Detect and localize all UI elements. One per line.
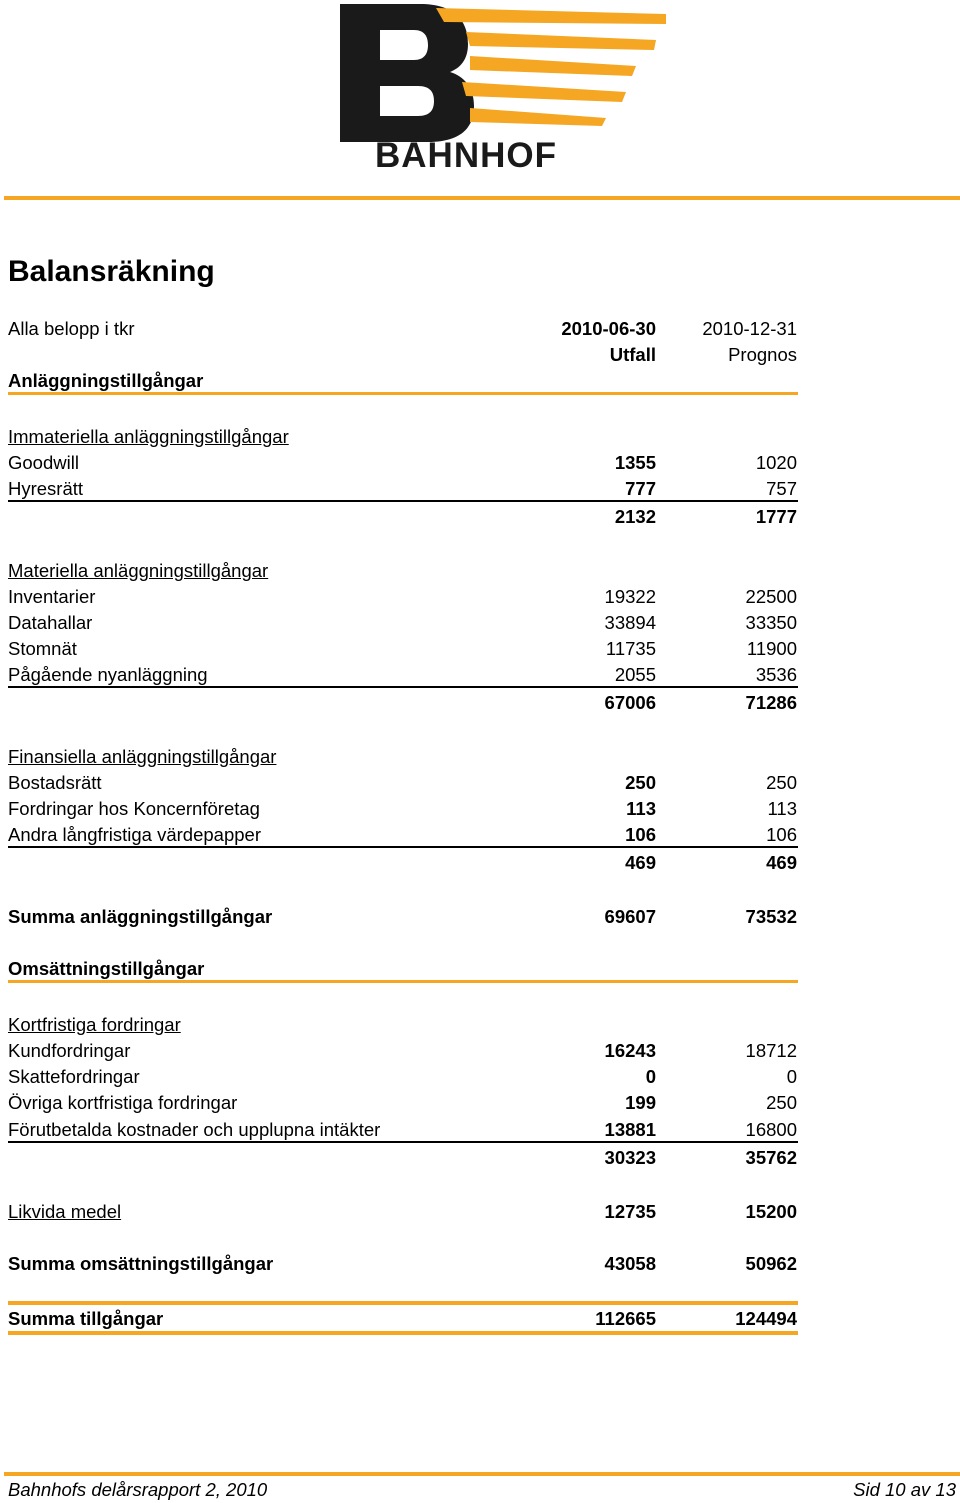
row-label: Andra långfristiga värdepapper: [8, 824, 261, 845]
col2-date: 2010-12-31: [702, 318, 797, 339]
row-label: Likvida medel: [8, 1201, 122, 1222]
row-label: Datahallar: [8, 612, 93, 633]
section-divider: [8, 980, 798, 983]
total-utfall: 69607: [604, 906, 656, 927]
table-row: [8, 1038, 798, 1064]
row-value-utfall: 777: [625, 478, 656, 499]
row-value-prognos: 757: [766, 478, 797, 499]
table-row: [8, 770, 798, 796]
row-value-utfall: 199: [625, 1092, 656, 1113]
subtotal-prognos: 1777: [755, 506, 797, 527]
row-label: Övriga kortfristiga fordringar: [8, 1092, 238, 1113]
row-value-prognos: 1020: [755, 452, 797, 473]
group-title: Immateriella anläggningstillgångar: [8, 426, 289, 447]
section-title: Anläggningstillgångar: [8, 370, 204, 391]
row-value-utfall: 33894: [604, 612, 656, 633]
section-heading-anl: [8, 368, 798, 394]
row-value-utfall: 13881: [604, 1119, 656, 1140]
subtotal-prognos: 35762: [745, 1147, 797, 1168]
subtotal-line: [8, 846, 798, 848]
section-divider: [8, 392, 798, 395]
group-title-row: [8, 1012, 798, 1038]
row-value-prognos: 250: [766, 1092, 797, 1113]
row-value-prognos: 18712: [745, 1040, 797, 1061]
row-label: Inventarier: [8, 586, 96, 607]
row-value-utfall: 113: [626, 798, 656, 819]
footer-page-number: Sid 10 av 13: [853, 1479, 956, 1500]
subtotal-utfall: 67006: [604, 692, 656, 713]
col1-date: 2010-06-30: [561, 318, 656, 339]
subtotal-row: [8, 1145, 798, 1171]
row-value-prognos: 16800: [745, 1119, 797, 1140]
row-value-utfall: 0: [645, 1066, 656, 1087]
table-row: [8, 662, 798, 688]
group-title: Materiella anläggningstillgångar: [8, 560, 269, 581]
row-label: Kundfordringar: [8, 1040, 131, 1061]
subtotal-utfall: 2132: [614, 506, 656, 527]
total-prognos: 73532: [745, 906, 797, 927]
subtotal-row: [8, 504, 798, 530]
table-row: [8, 610, 798, 636]
row-label: Skattefordringar: [8, 1066, 140, 1087]
group-title-row: [8, 744, 798, 770]
group-title: Finansiella anläggningstillgångar: [8, 746, 277, 767]
table-row: [8, 584, 798, 610]
row-label: Goodwill: [8, 452, 79, 473]
footer-report-title: Bahnhofs delårsrapport 2, 2010: [8, 1479, 268, 1500]
row-label: Stomnät: [8, 638, 77, 659]
row-value-utfall: 12735: [604, 1201, 656, 1222]
header-row-type: [8, 342, 798, 368]
table-row: [8, 1090, 798, 1116]
table-row: [8, 476, 798, 502]
subtotal-line: [8, 500, 798, 502]
grand-total-bottom-line: [8, 1331, 798, 1335]
row-value-utfall: 16243: [604, 1040, 656, 1061]
logo-wordmark: BAHNHOF: [375, 136, 557, 175]
header-row: [8, 316, 798, 342]
row-label: Förutbetalda kostnader och upplupna intäkter: [8, 1119, 381, 1140]
group-title: Kortfristiga fordringar: [8, 1014, 181, 1035]
section-heading-oms: [8, 956, 798, 982]
row-value-utfall: 1355: [614, 452, 656, 473]
row-value-utfall: 250: [625, 772, 656, 793]
header-rule: [4, 196, 960, 200]
grand-total-top-line: [8, 1301, 798, 1305]
col1-type: Utfall: [609, 344, 656, 365]
row-label: Fordringar hos Koncernföretag: [8, 798, 260, 819]
row-label: Bostadsrätt: [8, 772, 102, 793]
table-row: [8, 636, 798, 662]
table-row: [8, 450, 798, 476]
row-label: Pågående nyanläggning: [8, 664, 208, 685]
row-value-utfall: 19322: [604, 586, 656, 607]
row-value-utfall: 2055: [614, 664, 656, 685]
row-value-utfall: 106: [625, 824, 656, 845]
row-value-prognos: 11900: [746, 638, 797, 659]
amount-unit-label: Alla belopp i tkr: [8, 318, 135, 339]
total-prognos: 50962: [745, 1253, 797, 1274]
subtotal-line: [8, 686, 798, 688]
subtotal-row: [8, 690, 798, 716]
col2-type: Prognos: [728, 344, 797, 365]
total-row: [8, 904, 798, 930]
grand-total-prognos: 124494: [735, 1308, 797, 1329]
group-title-row: [8, 558, 798, 584]
row-value-prognos: 106: [766, 824, 797, 845]
total-row: [8, 1251, 798, 1277]
row-label: Hyresrätt: [8, 478, 84, 499]
row-value-prognos: 0: [786, 1066, 797, 1087]
row-value-prognos: 33350: [745, 612, 797, 633]
total-label: Summa omsättningstillgångar: [8, 1253, 274, 1274]
table-row: [8, 1199, 798, 1225]
subtotal-utfall: 30323: [604, 1147, 656, 1168]
footer-rule: [4, 1472, 960, 1476]
row-value-utfall: 11735: [605, 638, 656, 659]
table-row: [8, 1117, 798, 1143]
row-value-prognos: 3536: [755, 664, 797, 685]
row-value-prognos: 15200: [745, 1201, 797, 1222]
row-value-prognos: 22500: [745, 586, 797, 607]
subtotal-prognos: 71286: [745, 692, 797, 713]
grand-total-utfall: 112665: [595, 1308, 656, 1329]
row-value-prognos: 113: [767, 798, 797, 819]
grand-total-label: Summa tillgångar: [8, 1308, 164, 1329]
grand-total-row: [8, 1306, 798, 1332]
total-label: Summa anläggningstillgångar: [8, 906, 273, 927]
total-utfall: 43058: [604, 1253, 656, 1274]
row-value-prognos: 250: [766, 772, 797, 793]
table-row: [8, 796, 798, 822]
table-row: [8, 822, 798, 848]
subtotal-row: [8, 850, 798, 876]
subtotal-line: [8, 1141, 798, 1143]
subtotal-prognos: 469: [766, 852, 797, 873]
section-title: Omsättningstillgångar: [8, 958, 205, 979]
page-title: Balansräkning: [8, 255, 215, 288]
subtotal-utfall: 469: [625, 852, 656, 873]
group-title-row: [8, 424, 798, 450]
table-row: [8, 1064, 798, 1090]
